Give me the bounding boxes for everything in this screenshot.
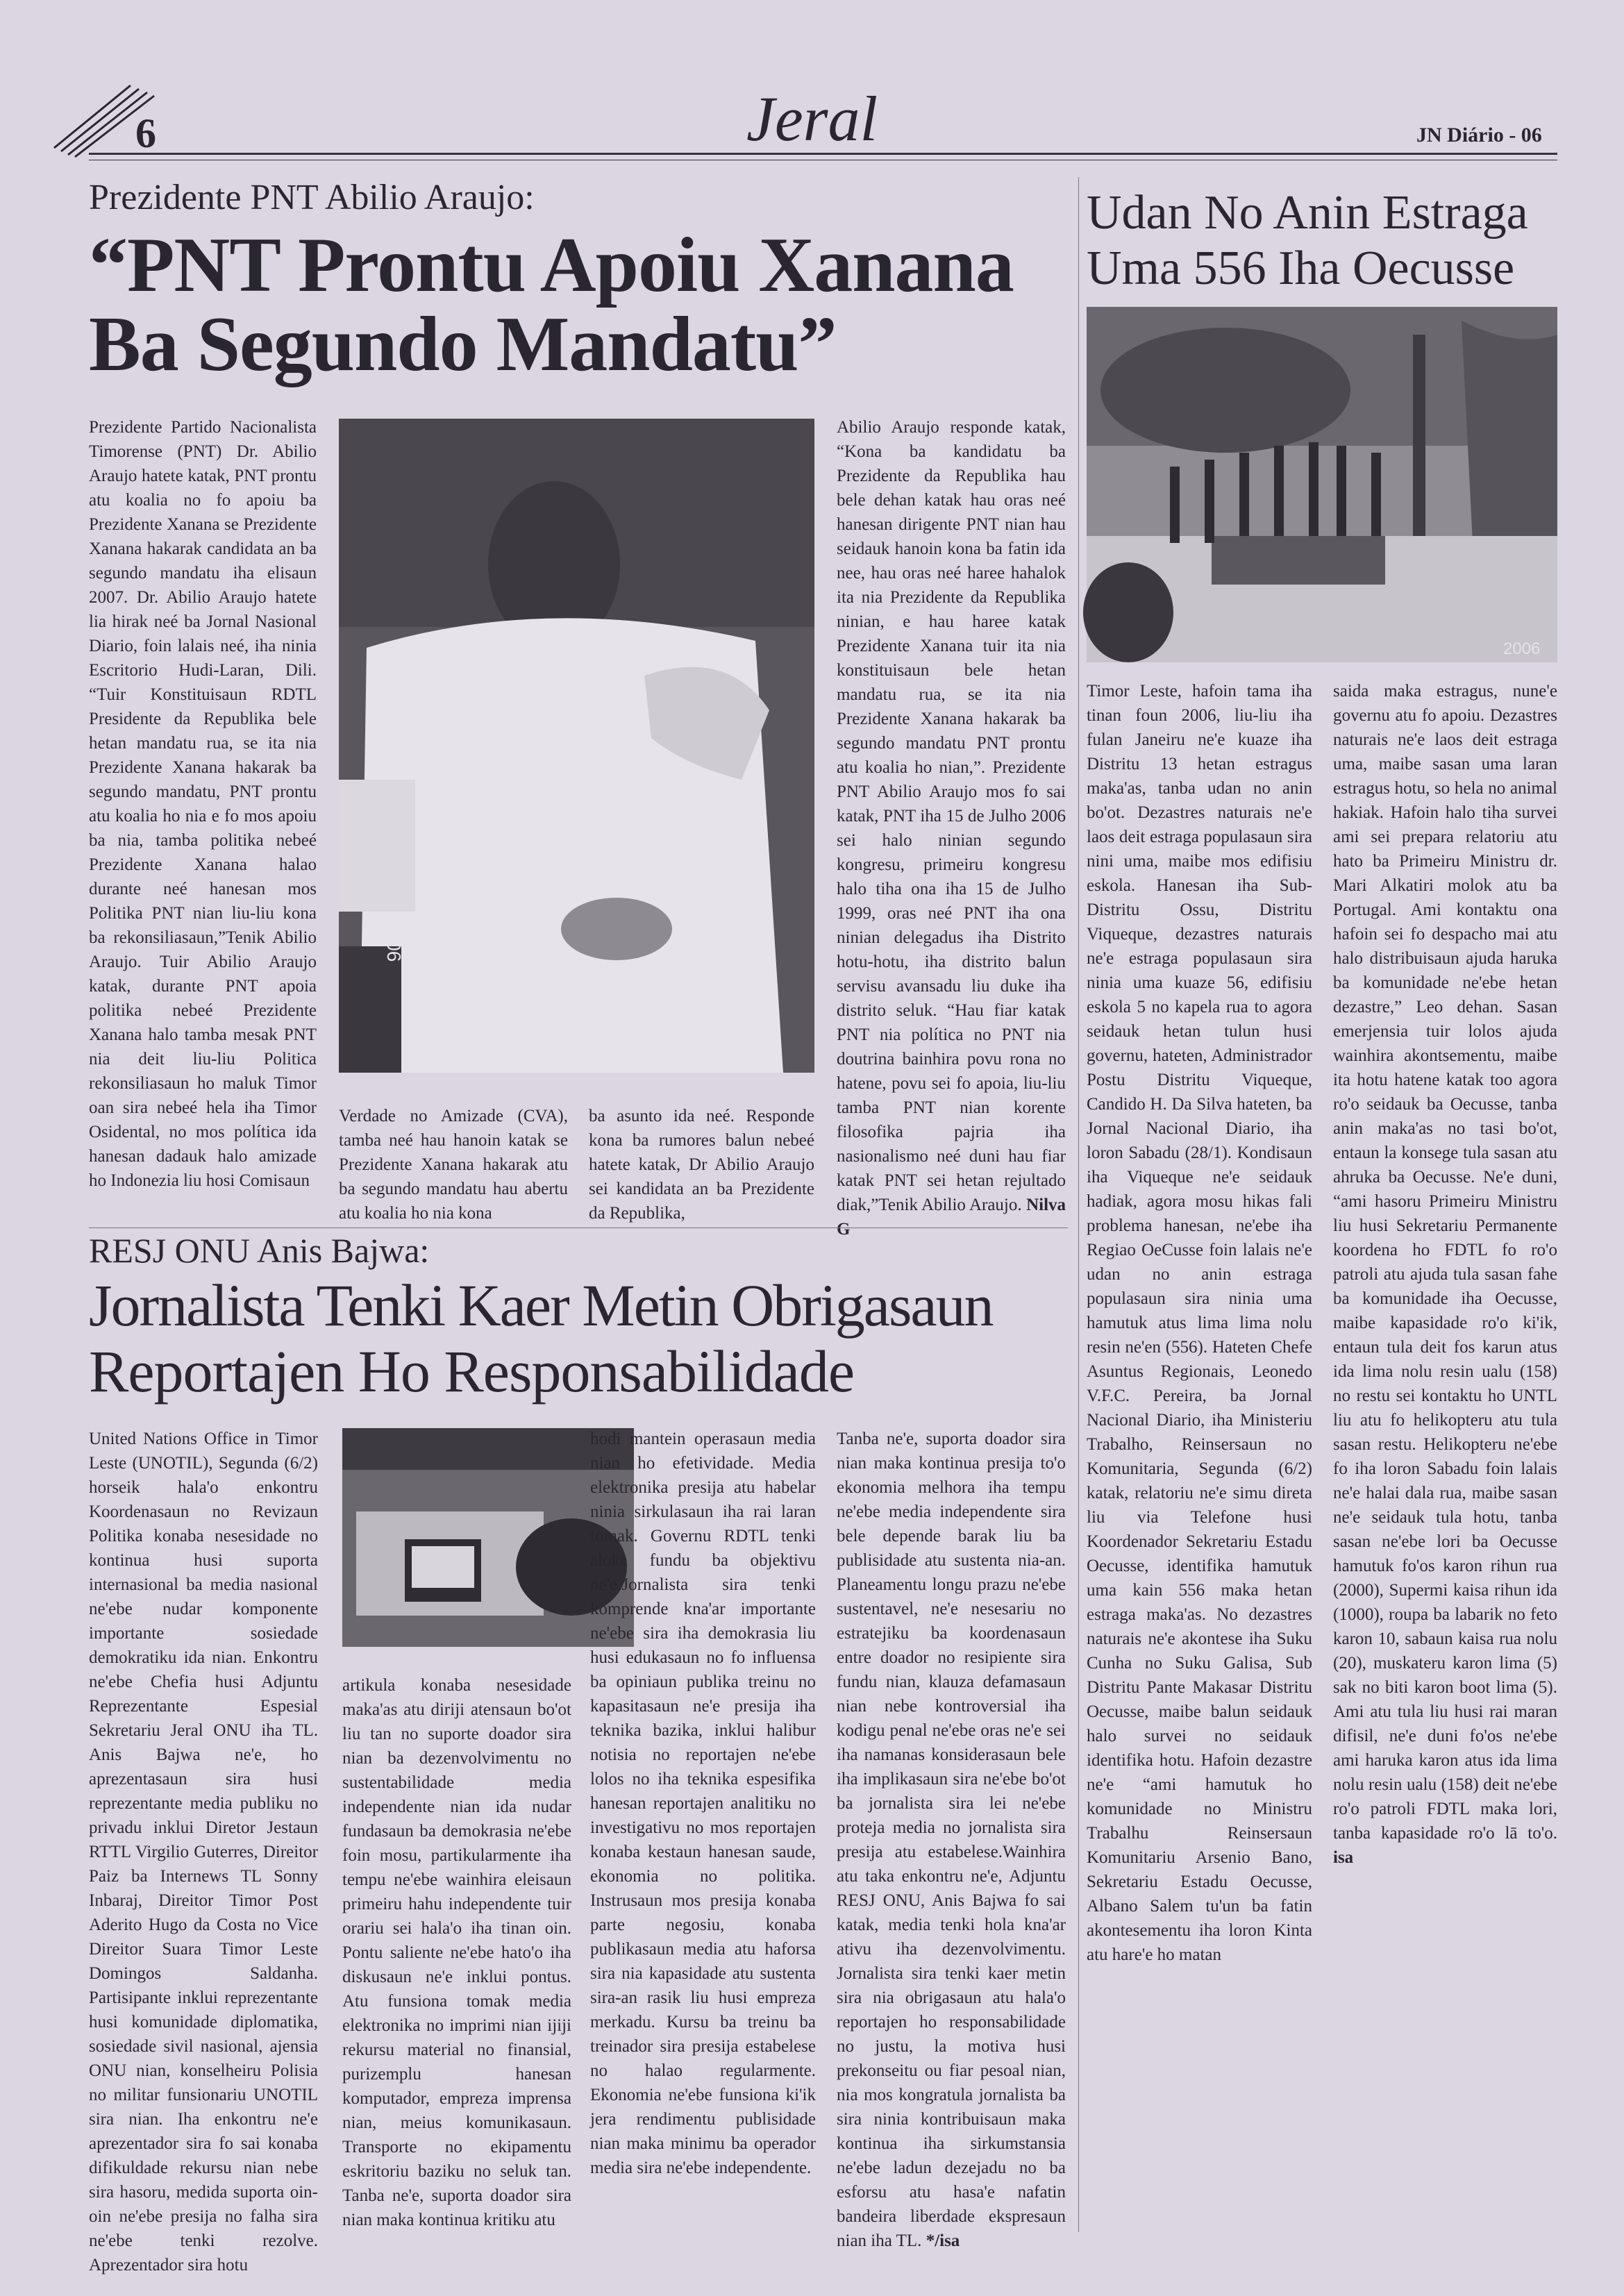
article3-headline-line1: Jornalista Tenki Kaer Metin Obrigasaun (89, 1272, 993, 1339)
article3-text-col1: United Nations Office in Timor Leste (UNOTIL), Segunda (6/2) horseik hala'o enkontru Koordenasaun no Revizaun Politika konaba nesesidade no kontinua husi suporta internasional ba media nasional ne'ebe nudar komponente importante sosiedade demokratiku ida nian. Enkontru ne'ebe Chefia husi Adjuntu Reprezentante Espesial Sekretariu Jeral ONU iha TL. Anis Bajwa ne'e, ho aprezentasaun sira husi reprezentante media publiku no privadu inklui Diretor Jestaun RTTL Virgilio Guterres, Direitor Paiz ba Internews TL Sonny Inbaraj, Direitor Timor Post Aderito Hugo da Costa no Vice Direitor Suara Timor Leste Domingos Saldanha. Partisipante inklui reprezentante husi komunidade diplomatika, sosiedade sivil nasional, ajensia ONU nian, konselheiru Polisia no militar funsionariu UNOTIL sira nian. Iha enkontru ne'e aprezentador sira fo sai konaba difikuldade rekursu nian nebe sira hasoru, medida suporta oin-oin ne'ebe presija no falha sira ne'ebe tenki rezolve. Aprezentador sira hotu (89, 1430, 318, 2274)
article2-text-col1: Timor Leste, hafoin tama iha tinan foun 2006, liu-liu iha fulan Janeiru ne'e kuaze iha Distritu 13 hetan estragus maka'as, tanba udan no anin bo'ot. Dezastres naturais ne'e laos deit estraga populasaun sira nini uma, maibe mos edifisiu eskola. Hanesan iha Sub-Distritu Ossu, Distritu Viqueque, dezastres naturais ne'e estraga populasaun sira ninia uma kuaze 56, edifisiu eskola 5 no kapela rua to agora seidauk hetan tulun husi governu, hateten, Administrador Postu Distritu Viqueque, Candido H. Da Silva hateten, ba Jornal Nacional Diario, iha loron Sabadu (28/1). Kondisaun iha Viqueque ne'e seidauk hadiak, agora mosu hikas fali problema hanesan, ne'ebe iha Regiao OeCusse foin lalais ne'e udan no anin estraga populasaun sira ninia uma hamutuk atus lima lima nolu resin ne'en (556). Hateten Chefe Asuntus Regionais, Leonedo V.F.C. Pereira, ba Jornal Nacional Diario, iha Ministeriu Trabalho, Reinsersaun no Komunitaria, Segunda (6/2) katak, relatoriu ne'e simu direta liu via Telefone husi Koordenador Sekretariu Estadu Oecusse, identifika hamutuk uma kain 556 maka hetan estraga maka'as. No dezastres naturais ne'e akontese iha Suku Cunha no Suku Galisa, Sub Distritu Pante Makasar Distritu Oecusse, maibe balun seidauk halo survei no seidauk identifika hotu. Hafoin dezastre ne'e “ami hamutuk ho komunidade no Ministru Trabalhu Reinsersaun Komunitariu Arsenio Bano, Sekretariu Estadu Oecusse, Albano Salem tu'un ba fatin akontesementu iha loron Kinta atu hare'e ho matan (1087, 682, 1312, 1964)
article2-headline-line2: Uma 556 Iha Oecusse (1087, 242, 1515, 295)
article3-text-col2: artikula konaba nesesidade maka'as atu diriji atensaun bo'ot liu tan no suporte doador sira nian ba dezenvolvimentu no sustentabilidade media independente nian ida nudar fundasaun ba demokrasia ne'ebe foin mosu, partikularmente iha tempu ne'ebe wainhira eleisaun primeiru hahu independente tuir orariu sei hala'o iha tinan oin. Pontu saliente ne'ebe hato'o iha diskusaun ne'e inklui pontus. Atu funsiona tomak media elektronika no imprimi nian ijiji rekursu material no finansial, purizemplu hanesan komputador, empreza imprensa nian, meius komunikasaun. Transporte no ekipamentu eskritoriu baziku no seluk tan. Tanba ne'e, suporta doador sira nian maka kontinua kritiku atu (342, 1676, 571, 2229)
article1-photo (339, 419, 814, 1073)
svg-text:2006: 2006 (383, 919, 405, 962)
article3-column-1 (89, 1427, 318, 2274)
article1-byline: Nilva G (837, 1196, 1066, 1239)
article-divider (89, 1227, 1068, 1228)
section-title: Jeral (746, 83, 878, 154)
article1-column-4 (837, 415, 1066, 1239)
article2-column-1 (1087, 679, 1312, 2234)
article3-kicker: RESJ ONU Anis Bajwa: (89, 1231, 430, 1270)
page-number: 6 (135, 110, 156, 156)
article3-text-col4: Tanba ne'e, suporta doador sira nian maka kontinua presija to'o ekonomia melhora iha tempu ne'ebe media independente sira bele depende barak liu ba publisidade atu sustenta nia-an. Planeamentu longu prazu ne'ebe sustentavel, ne'e nesesariu no estratejiku ba koordenasaun entre doador no resipiente sira fundu nian, klauza defamasaun nian nebe kontroversial iha kodigu penal ne'ebe oras ne'e sei iha namanas konsiderasaun bele iha implikasaun sira ne'ebe bo'ot ba jornalista sira lei ne'ebe proteja media no jornalista sira presija atu estabelese.Wainhira atu taka enkontru ne'e, Adjuntu RESJ ONU, Anis Bajwa fo sai katak, media tenki hola kna'ar ativu iha dezenvolvimentu. Jornalista sira tenki kaer metin sira nia obrigasaun atu hala'o reportajen ho responsabilidade no justu, la motiva husi prekonseitu ou fiar pesoal nian, nia mos kongratula jornalista ba sira ninia kontribuisaun maka kontinua iha sirkumstansia ne'ebe ladun dezejadu no ba esforsu atu hasa'e nafatin bandeira liberdade ekspresaun nian iha TL. (837, 1430, 1066, 2250)
article3-column-2 (342, 1673, 571, 2234)
article1-headline: “PNT Prontu Apoiu Xanana Ba Segundo Mandatu” (89, 222, 1014, 388)
article3-text-col3: hodi mantein operasaun media nian ho efetividade. Media elektronika presija atu habelar ninia sirkulasaun iha rai laran tomak. Governu RDTL tenki aloka fundu ba objektivu ne'e.Jornalista sira tenki komprende kna'ar importante ne'ebe sira iha demokrasia liu husi edukasaun no fo influensa ba opiniaun publika treinu no kapasitasaun ne'e presija iha teknika bazika, inklui halibur notisia no reportajen ne'ebe lolos no iha teknika espesifika hanesan reportajen analitiku no investigativu no mos reportajen konaba kestaun hanesan saude, ekonomia no politika. Instrusaun mos presija konaba parte negosiu, konaba publikasaun media atu haforsa sira nia kapasidade atu sustenta sira-an rasik liu husi empreza merkadu. Kursu ba treinu ba treinador sira presija estabelese no halao regularmente. Ekonomia ne'ebe funsiona ki'ik jera rendimentu publisidade nian maka minimu ba operador media sira ne'ebe independente. (590, 1430, 816, 2177)
article1-column-3 (589, 1104, 814, 1222)
article1-kicker: Prezidente PNT Abilio Araujo: (89, 178, 535, 217)
article1-text-col1: Prezidente Partido Nacionalista Timorense (PNT) Dr. Abilio Araujo hatete katak, PNT prontu atu koalia no fo apoiu ba Prezidente Xanana se Prezidente Xanana hakarak candidata an ba segundo mandatu iha elisaun 2007. Dr. Abilio Araujo hatete lia hirak neé ba Jornal Nasional Diario, foin lalais neé, iha ninia Escritorio Hudi-Laran, Dili. “Tuir Konstituisaun RDTL Presidente da Republika bele hetan mandatu rua, se ita nia Prezidente Xanana hakarak ba segundo mandatu, PNT prontu atu koalia ho nia e fo mos apoiu ba nia, tamba politika nebeé Prezidente Xanana halao durante neé hanesan mos Politika PNT nian liu-liu kona ba rekonsiliasaun,”Tenik Abilio Araujo. Tuir Abilio Araujo katak, durante PNT apoia politika nebeé Prezidente Xanana halo tamba mesak PNT nia deit liu-liu Politica rekonsiliasaun ho maluk Timor oan sira nebeé hela iha Timor Osidental, no mos política ida hanesan dadauk halo amizade ho Indonezia liu hosi Comisaun (89, 418, 317, 1190)
column-divider (1078, 177, 1079, 2232)
article1-text-col4: Abilio Araujo responde katak, “Kona ba kandidatu ba Prezidente da Republika hau bele dehan katak hau oras neé hanesan dirigente PNT nian hau seidauk hanoin kona ba fatin ida nee, hau oras neé haree hahalok ita nia Prezidente da Republika ninian, e hau haree katak Prezidente Xanana tuir ita nia konstituisaun bele hetan mandatu rua, se ita nia Prezidente Xanana hakarak ba segundo mandatu PNT prontu atu koalia ho nian,”. Prezidente PNT Abilio Araujo mos fo sai katak, PNT iha 15 de Julho 2006 sei halo ninian segundo kongresu, primeiru kongresu halo tiha ona iha 15 de Julho 1999, oras neé PNT iha ona ninian delegadus iha Distrito hotu-hotu, iha distrito balun servisu avansadu liu duke iha distrito seluk. “Hau fiar katak PNT nia política no PNT nia doutrina bainhira povu rona no hatene, povu sei fo apoia, liu-liu tamba PNT nian korente filosofika pajria iha nasionalismo neé duni hau fiar katak PNT sei hetan rejultado diak,”Tenik Abilio Araujo. (837, 418, 1066, 1214)
article1-text-col3: ba asunto ida neé. Responde kona ba rumores balun nebeé hatete katak, Dr Abilio Araujo sei kandidata an ba Prezidente da Republika, (589, 1107, 814, 1223)
article3-column-3 (590, 1427, 816, 2234)
issue-label: JN Diário - 06 (1416, 124, 1542, 146)
article1-column-1 (89, 415, 317, 1221)
article2-flood-photo (1087, 307, 1557, 662)
article2-photo-stamp: 2006 (1503, 639, 1541, 658)
article2-column-2 (1333, 679, 1557, 2234)
article3-column-4 (837, 1427, 1066, 2250)
header-rule (89, 153, 1557, 155)
article1-column-2 (339, 1104, 568, 1222)
article3-byline: */isa (926, 2231, 960, 2250)
article1-text-col2: Verdade no Amizade (CVA), tamba neé hau hanoin katak se Prezidente Xanana hakarak atu ba segundo mandatu hau abertu atu koalia ho nia kona (339, 1107, 568, 1223)
article2-text-col2: saida maka estragus, nune'e governu atu fo apoiu. Dezastres naturais ne'e laos deit estraga uma, maibe sasan uma laran estragus hotu, so hela no animal hakiak. Hafoin halo tiha survei ami sei prepara relatoriu atu hato ba Primeiru Ministru dr. Mari Alkatiri molok atu ba Portugal. Ami kontaktu ona hafoin sei fo despacho mai atu halo distribuisaun ajuda haruka ba komunidade ne'ebe hetan dezastre,” Leo dehan. Sasan emerjensia tuir lolos ajuda wainhira akontsementu, maibe ita hotu hatene katak too agora ro'o seidauk ba Oecusse, tanba anin maka'as no tasi bo'ot, entaun la konsege tula sasan atu ahruka ba Oecusse. Ne'e duni, “ami hasoru Primeiru Ministru liu husi Sekretariu Permanente koordena ho FDTL fo ro'o patroli atu ajuda tula sasan fahe ba komunidade iha Oecusse, maibe kapasidade ro'o ki'ik, entaun tula deit fos karun atus ida lima nolu resin ualu (158) no restu sei kontaktu ho UNTL liu atu fo helikopteru atu tula sasan restu. Helikopteru ne'ebe fo iha loron Sabadu foin lalais ne'e halai dala rua, maibe sasan ne'e seidauk tula hotu, tanba sasan ne'ebe lori ba Oecusse hamutuk fo'os karon rihun rua (2000), Supermi kaisa rihun ida (1000), roupa ba labarik no feto karon 10, sabaun kaisa rua nolu (20), muskateru karon lima (5) sak no biti karon boot lima (5). Ami atu tula liu husi rai maran difisil, ne'e duni fo'os ne'ebe ami haruka karon atus ida lima nolu resin ualu (158) deit ne'ebe ro'o patroli FDTL maka lori, tanba kapasidade ro'o lā to'o. (1333, 682, 1557, 1843)
article2-byline: isa (1333, 1848, 1354, 1867)
article3-headline-line2: Reportajen Ho Responsabilidade (89, 1338, 855, 1405)
article2-headline-line1: Udan No Anin Estraga (1087, 186, 1528, 240)
